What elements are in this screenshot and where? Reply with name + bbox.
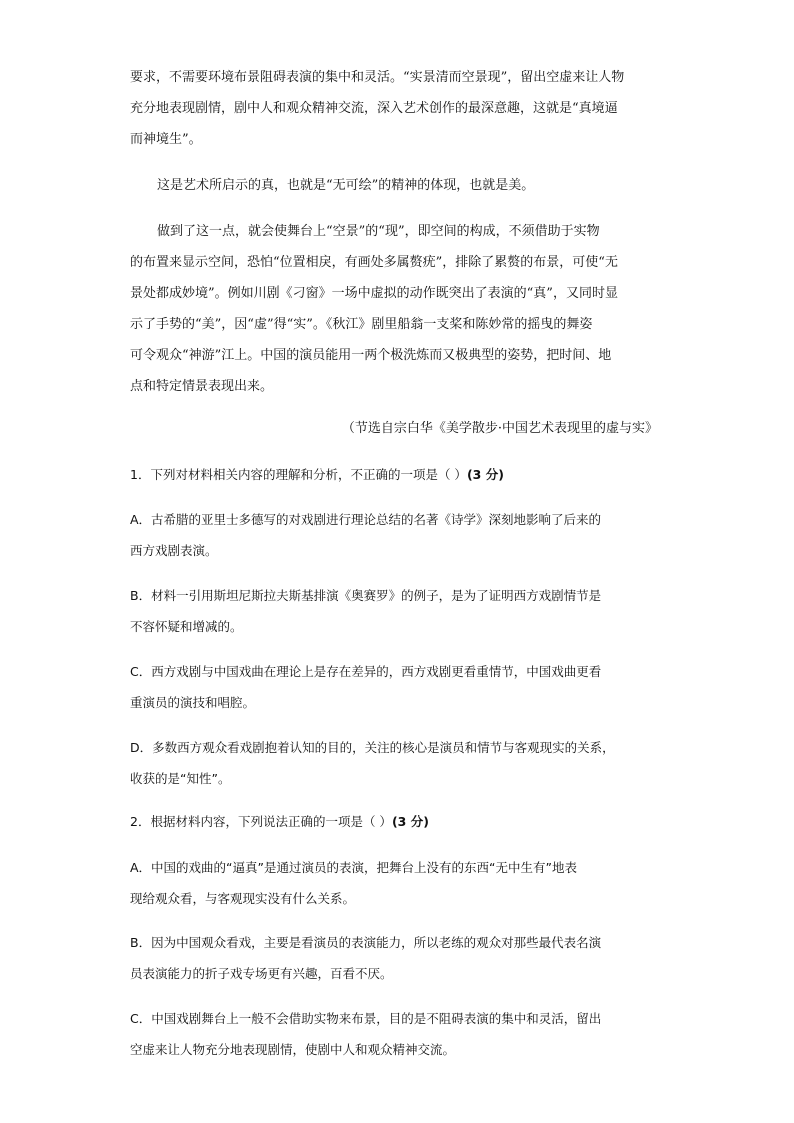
text-line: 充分地表现剧情，剧中人和观众精神交流，深入艺术创作的最深意趣，这就是“真境逼: [130, 101, 618, 116]
question-1-text: 1．下列对材料相关内容的理解和分析，不正确的一项是（ ）: [130, 467, 467, 482]
question-1-option-d[interactable]: [130, 732, 665, 794]
text-line: 做到了这一点，就会使舞台上“空景”的“现”，即空间的构成，不须借助于实物: [157, 224, 600, 239]
text-line: 景处都成妙境”。例如川剧《刁窗》一场中虚拟的动作既突出了表演的“真”，又同时显: [130, 286, 618, 301]
text-line: 要求，不需要环境布景阻碍表演的集中和灵活。“实景清而空景现”，留出空虚来让人物: [130, 70, 625, 85]
text-line: 的布置来显示空间，恐怕“位置相戾，有画处多属赘疣”，排除了累赘的布景，可使“无: [130, 255, 618, 270]
paragraph-2: [130, 170, 665, 201]
question-2-option-b[interactable]: [130, 927, 665, 989]
question-1-option-b[interactable]: [130, 580, 665, 642]
question-1-option-c[interactable]: [130, 656, 665, 718]
option-line: 员表演能力的折子戏专场更有兴趣，百看不厌。: [130, 966, 393, 981]
question-1-points: (3 分): [466, 467, 504, 482]
option-line: 不容怀疑和增减的。: [130, 619, 243, 634]
option-line: D．多数西方观众看戏剧抱着认知的目的，关注的核心是演员和情节与客观现实的关系，: [130, 740, 615, 755]
text-line: 示了手势的“美”，因“虚”得“实”。《秋江》剧里船翁一支桨和陈妙常的摇曳的舞姿: [130, 317, 593, 332]
option-line: 空虚来让人物充分地表现剧情，使剧中人和观众精神交流。: [130, 1042, 456, 1057]
question-1-option-a[interactable]: [130, 504, 665, 566]
question-2-option-c[interactable]: [130, 1003, 665, 1065]
option-line: A．中国的戏曲的“逼真”是通过演员的表演，把舞台上没有的东西“无中生有”地表: [130, 860, 577, 875]
paragraph-1: [130, 62, 665, 155]
question-2-text: 2．根据材料内容，下列说法正确的一项是（ ）: [130, 814, 392, 829]
paragraph-3: [130, 216, 665, 402]
option-line: 现给观众看，与客观现实没有什么关系。: [130, 891, 356, 906]
question-2-points: (3 分): [391, 814, 429, 829]
text-line: 这是艺术所启示的真，也就是“无可绘”的精神的体现，也就是美。: [157, 178, 535, 193]
option-line: 重演员的演技和唱腔。: [130, 695, 256, 710]
text-line: 可令观众“神游”江上。中国的演员能用一两个极洗炼而又极典型的姿势，把时间、地: [130, 348, 612, 363]
option-line: C．中国戏剧舞台上一般不会借助实物来布景，目的是不阻碍表演的集中和灵活，留出: [130, 1011, 602, 1026]
source-citation: （节选自宗白华《美学散步·中国艺术表现里的虚与实》: [341, 421, 658, 436]
option-line: 收获的是“知性”。: [130, 771, 231, 786]
option-line: B．因为中国观众看戏，主要是看演员的表演能力，所以老练的观众对那些最代表名演: [130, 935, 602, 950]
option-line: C．西方戏剧与中国戏曲在理论上是存在差异的，西方戏剧更看重情节，中国戏曲更看: [130, 664, 602, 679]
text-line: 点和特定情景表现出来。: [130, 379, 274, 394]
text-line: 而神境生”。: [130, 132, 202, 147]
question-1-stem: [130, 459, 665, 490]
option-line: B．材料一引用斯坦尼斯拉夫斯基排演《奥赛罗》的例子，是为了证明西方戏剧情节是: [130, 588, 602, 603]
question-2-stem: [130, 806, 665, 837]
option-line: A．古希腊的亚里士多德写的对戏剧进行理论总结的名著《诗学》深刻地影响了后来的: [130, 512, 602, 527]
option-line: 西方戏剧表演。: [130, 543, 218, 558]
question-2-option-a[interactable]: [130, 852, 665, 914]
